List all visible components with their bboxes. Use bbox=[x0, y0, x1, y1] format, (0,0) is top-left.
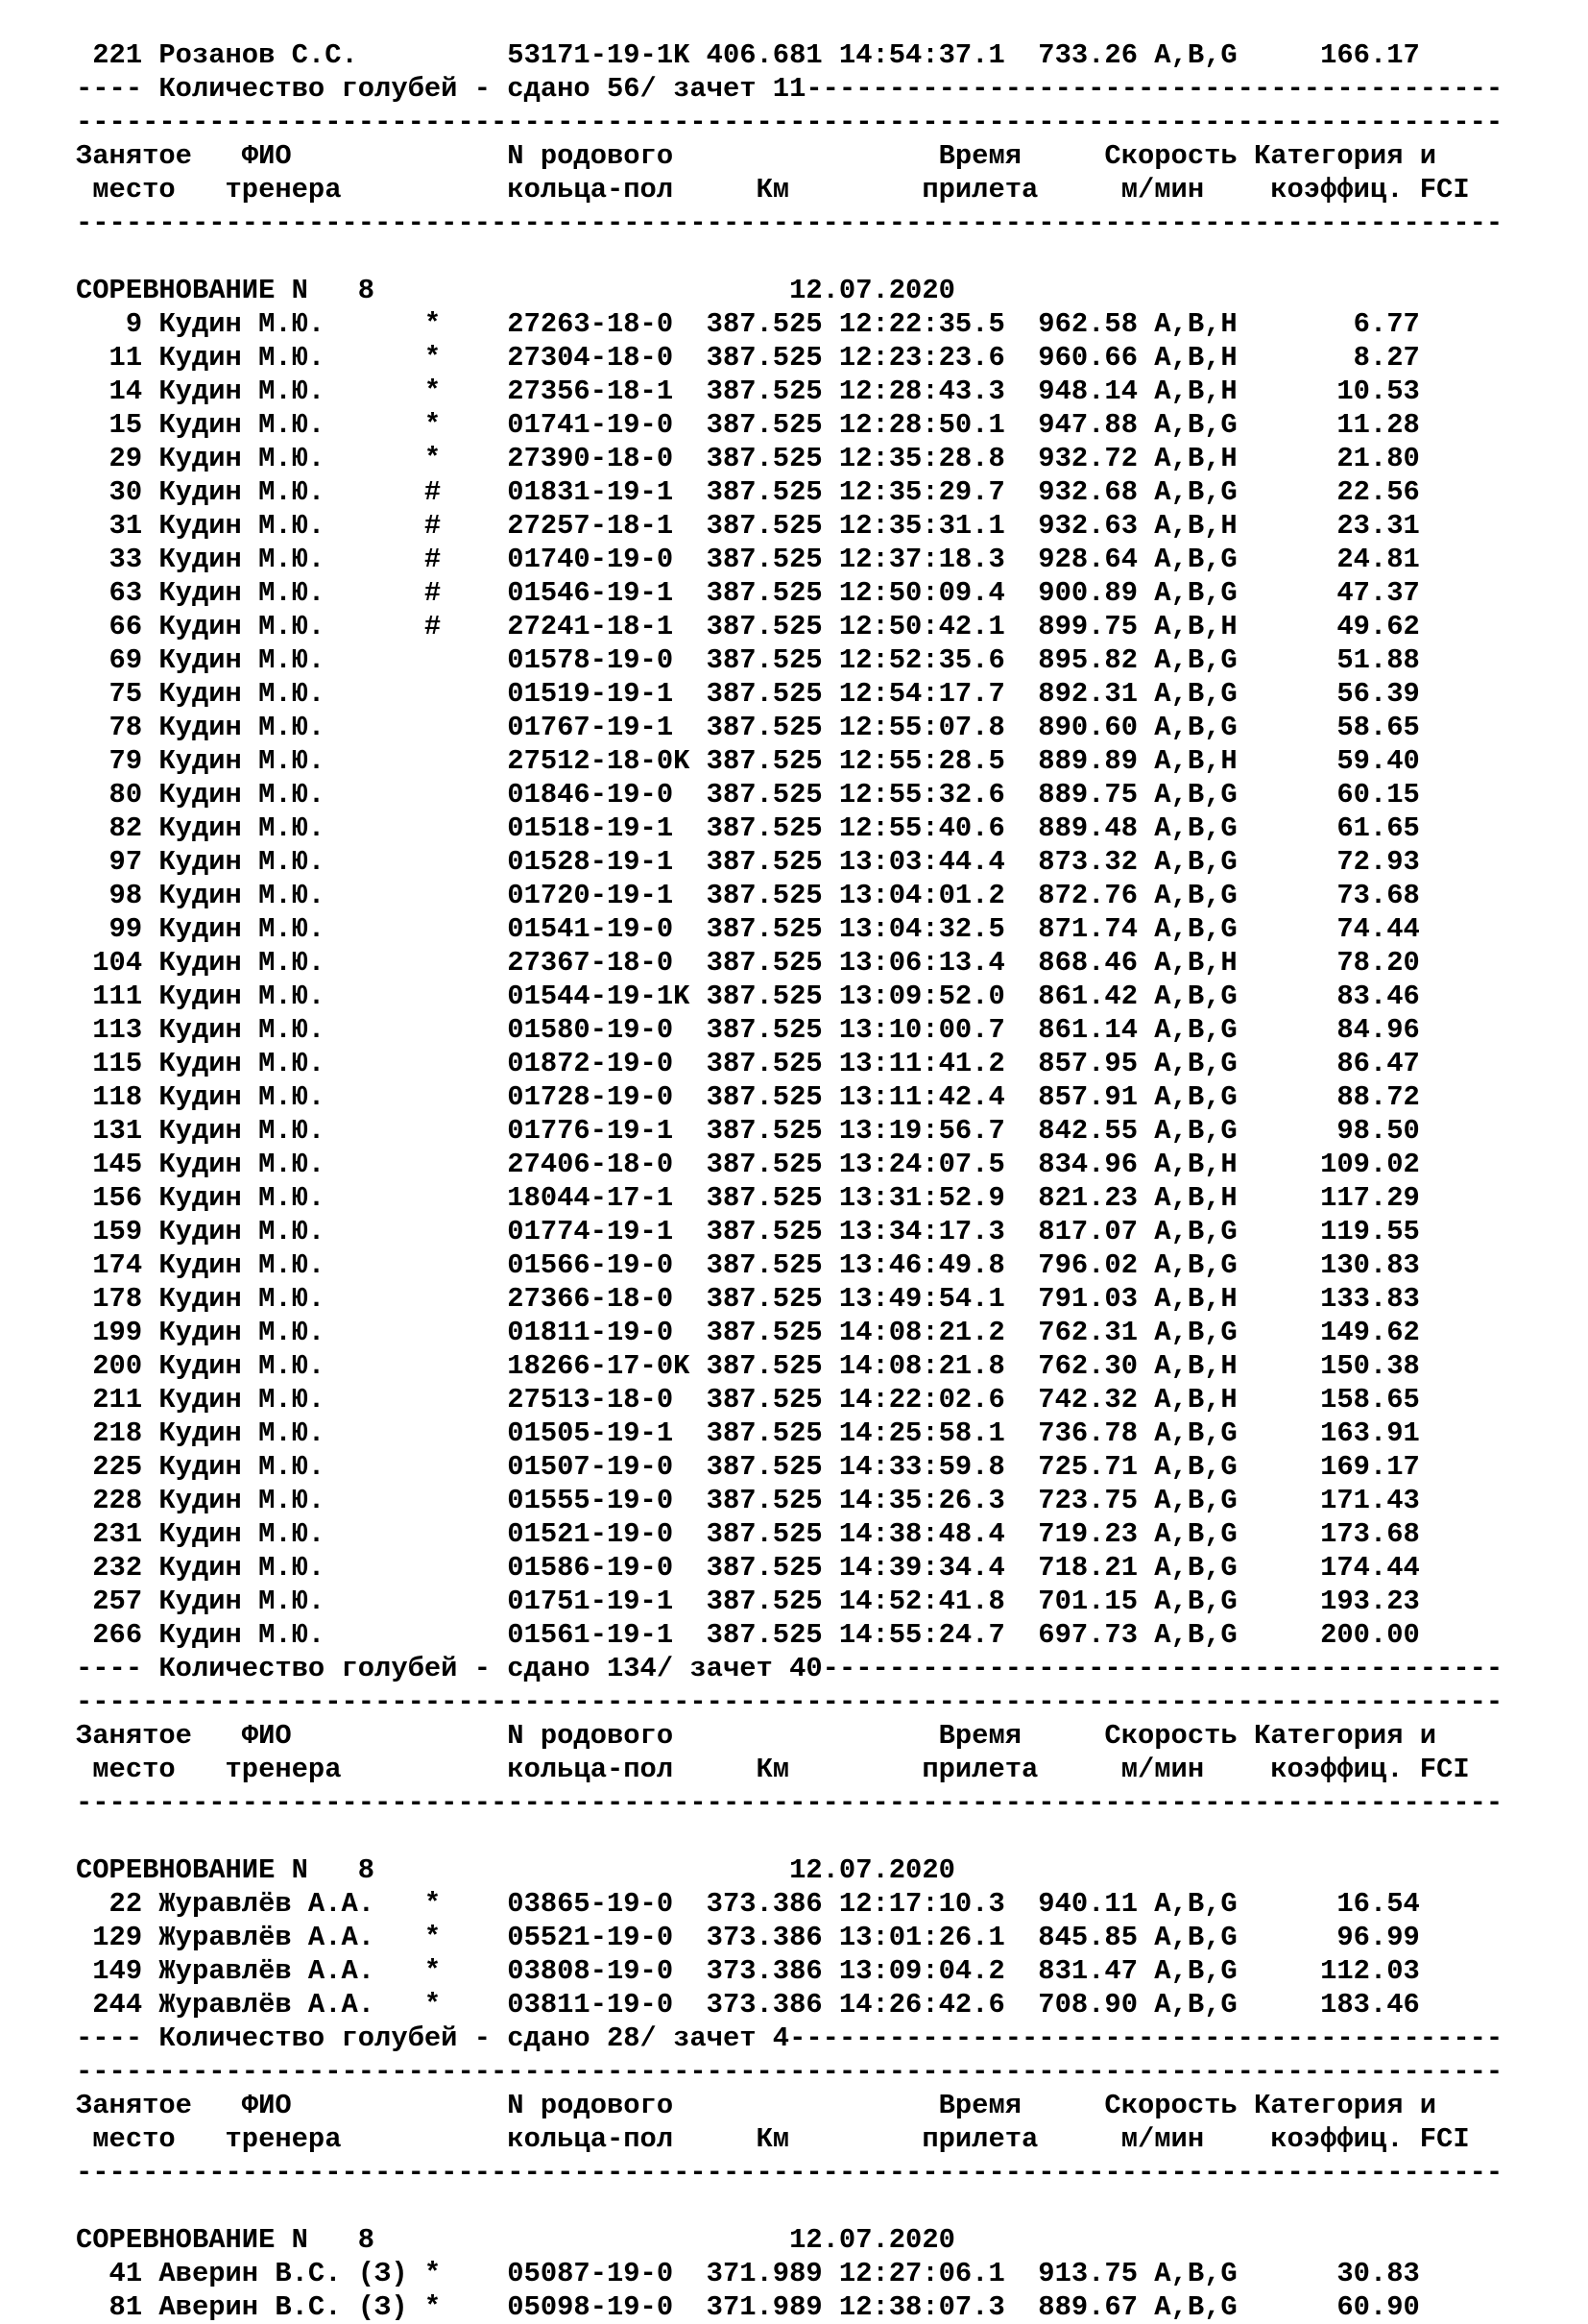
result-row: 211 Кудин М.Ю. 27513-18-0 387.525 14:22:02.6 742.32 A,B,H 158.65 bbox=[76, 1384, 1420, 1416]
result-row: 149 Журавлёв А.А. * 03808-19-0 373.386 13:09:04.2 831.47 A,B,G 112.03 bbox=[76, 1955, 1420, 1987]
summary-line: ---- Количество голубей - сдано 28/ зачет 4------------------------------------------- bbox=[76, 2022, 1504, 2054]
result-row: 266 Кудин М.Ю. 01561-19-1 387.525 14:55:24.7 697.73 A,B,G 200.00 bbox=[76, 1619, 1420, 1651]
result-row: 15 Кудин М.Ю. * 01741-19-0 387.525 12:28:50.1 947.88 A,B,G 11.28 bbox=[76, 409, 1420, 441]
result-row: 69 Кудин М.Ю. 01578-19-0 387.525 12:52:35.6 895.82 A,B,G 51.88 bbox=[76, 644, 1420, 676]
blank-line bbox=[76, 2190, 1516, 2223]
table-header: место тренера кольца-пол Км прилета м/мин коэффиц. FCI bbox=[76, 174, 1470, 206]
result-row: 63 Кудин М.Ю. # 01546-19-1 387.525 12:50:09.4 900.89 A,B,G 47.37 bbox=[76, 577, 1420, 609]
separator-line: -------------------------------------------------------------------------------------- bbox=[76, 1686, 1504, 1718]
result-row: 221 Розанов С.С. 53171-19-1K 406.681 14:54:37.1 733.26 A,B,G 166.17 bbox=[76, 39, 1420, 71]
result-row: 99 Кудин М.Ю. 01541-19-0 387.525 13:04:32.5 871.74 A,B,G 74.44 bbox=[76, 913, 1420, 945]
result-row: 30 Кудин М.Ю. # 01831-19-1 387.525 12:35:29.7 932.68 A,B,G 22.56 bbox=[76, 476, 1420, 508]
result-row: 200 Кудин М.Ю. 18266-17-0K 387.525 14:08:21.8 762.30 A,B,H 150.38 bbox=[76, 1350, 1420, 1382]
competition-title: СОРЕВНОВАНИЕ N 8 12.07.2020 bbox=[76, 2224, 955, 2256]
result-row: 78 Кудин М.Ю. 01767-19-1 387.525 12:55:07.8 890.60 A,B,G 58.65 bbox=[76, 712, 1420, 743]
summary-line: ---- Количество голубей - сдано 56/ зачет 11------------------------------------------ bbox=[76, 73, 1504, 105]
result-row: 231 Кудин М.Ю. 01521-19-0 387.525 14:38:48.4 719.23 A,B,G 173.68 bbox=[76, 1518, 1420, 1550]
result-row: 156 Кудин М.Ю. 18044-17-1 387.525 13:31:52.9 821.23 A,B,H 117.29 bbox=[76, 1182, 1420, 1214]
result-row: 11 Кудин М.Ю. * 27304-18-0 387.525 12:23:23.6 960.66 A,B,H 8.27 bbox=[76, 342, 1420, 374]
result-row: 22 Журавлёв А.А. * 03865-19-0 373.386 12:17:10.3 940.11 A,B,G 16.54 bbox=[76, 1888, 1420, 1920]
result-row: 14 Кудин М.Ю. * 27356-18-1 387.525 12:28:43.3 948.14 A,B,H 10.53 bbox=[76, 375, 1420, 407]
table-header: место тренера кольца-пол Км прилета м/мин коэффиц. FCI bbox=[76, 1754, 1470, 1785]
result-row: 218 Кудин М.Ю. 01505-19-1 387.525 14:25:58.1 736.78 A,B,G 163.91 bbox=[76, 1417, 1420, 1449]
result-row: 33 Кудин М.Ю. # 01740-19-0 387.525 12:37:18.3 928.64 A,B,G 24.81 bbox=[76, 544, 1420, 575]
summary-line: ---- Количество голубей - сдано 134/ зачет 40----------------------------------------- bbox=[76, 1653, 1504, 1684]
result-row: 178 Кудин М.Ю. 27366-18-0 387.525 13:49:54.1 791.03 A,B,H 133.83 bbox=[76, 1283, 1420, 1315]
result-row: 82 Кудин М.Ю. 01518-19-1 387.525 12:55:40.6 889.48 A,B,G 61.65 bbox=[76, 812, 1420, 844]
result-row: 131 Кудин М.Ю. 01776-19-1 387.525 13:19:56.7 842.55 A,B,G 98.50 bbox=[76, 1115, 1420, 1147]
result-row: 174 Кудин М.Ю. 01566-19-0 387.525 13:46:49.8 796.02 A,B,G 130.83 bbox=[76, 1249, 1420, 1281]
blank-line bbox=[76, 240, 1516, 274]
result-row: 232 Кудин М.Ю. 01586-19-0 387.525 14:39:34.4 718.21 A,B,G 174.44 bbox=[76, 1552, 1420, 1584]
separator-line: -------------------------------------------------------------------------------------- bbox=[76, 1787, 1504, 1819]
competition-title: СОРЕВНОВАНИЕ N 8 12.07.2020 bbox=[76, 1854, 955, 1886]
result-row: 98 Кудин М.Ю. 01720-19-1 387.525 13:04:01.2 872.76 A,B,G 73.68 bbox=[76, 880, 1420, 911]
separator-line: -------------------------------------------------------------------------------------- bbox=[76, 2056, 1504, 2088]
result-row: 113 Кудин М.Ю. 01580-19-0 387.525 13:10:00.7 861.14 A,B,G 84.96 bbox=[76, 1014, 1420, 1046]
result-row: 97 Кудин М.Ю. 01528-19-1 387.525 13:03:44.4 873.32 A,B,G 72.93 bbox=[76, 846, 1420, 878]
table-header: место тренера кольца-пол Км прилета м/мин коэффиц. FCI bbox=[76, 2123, 1470, 2155]
table-header: Занятое ФИО N родового Время Скорость Категория и bbox=[76, 1720, 1437, 1752]
result-row: 145 Кудин М.Ю. 27406-18-0 387.525 13:24:07.5 834.96 A,B,H 109.02 bbox=[76, 1149, 1420, 1180]
separator-line: -------------------------------------------------------------------------------------- bbox=[76, 107, 1504, 138]
result-row: 118 Кудин М.Ю. 01728-19-0 387.525 13:11:42.4 857.91 A,B,G 88.72 bbox=[76, 1081, 1420, 1113]
result-row: 81 Аверин В.С. (З) * 05098-19-0 371.989 12:38:07.3 889.67 A,B,G 60.90 bbox=[76, 2291, 1420, 2323]
result-row: 115 Кудин М.Ю. 01872-19-0 387.525 13:11:41.2 857.95 A,B,G 86.47 bbox=[76, 1048, 1420, 1079]
competition-title: СОРЕВНОВАНИЕ N 8 12.07.2020 bbox=[76, 275, 955, 306]
result-row: 104 Кудин М.Ю. 27367-18-0 387.525 13:06:13.4 868.46 A,B,H 78.20 bbox=[76, 947, 1420, 979]
result-row: 75 Кудин М.Ю. 01519-19-1 387.525 12:54:17.7 892.31 A,B,G 56.39 bbox=[76, 678, 1420, 710]
result-row: 225 Кудин М.Ю. 01507-19-0 387.525 14:33:59.8 725.71 A,B,G 169.17 bbox=[76, 1451, 1420, 1483]
result-row: 257 Кудин М.Ю. 01751-19-1 387.525 14:52:41.8 701.15 A,B,G 193.23 bbox=[76, 1586, 1420, 1617]
result-row: 80 Кудин М.Ю. 01846-19-0 387.525 12:55:32.6 889.75 A,B,G 60.15 bbox=[76, 779, 1420, 811]
blank-line bbox=[76, 1820, 1516, 1853]
result-row: 79 Кудин М.Ю. 27512-18-0K 387.525 12:55:28.5 889.89 A,B,H 59.40 bbox=[76, 745, 1420, 777]
result-row: 29 Кудин М.Ю. * 27390-18-0 387.525 12:35:28.8 932.72 A,B,H 21.80 bbox=[76, 443, 1420, 474]
result-row: 66 Кудин М.Ю. # 27241-18-1 387.525 12:50:42.1 899.75 A,B,H 49.62 bbox=[76, 611, 1420, 642]
result-row: 228 Кудин М.Ю. 01555-19-0 387.525 14:35:26.3 723.75 A,B,G 171.43 bbox=[76, 1485, 1420, 1516]
result-row: 41 Аверин В.С. (З) * 05087-19-0 371.989 12:27:06.1 913.75 A,B,G 30.83 bbox=[76, 2258, 1420, 2289]
result-row: 244 Журавлёв А.А. * 03811-19-0 373.386 14:26:42.6 708.90 A,B,G 183.46 bbox=[76, 1989, 1420, 2021]
result-row: 9 Кудин М.Ю. * 27263-18-0 387.525 12:22:35.5 962.58 A,B,H 6.77 bbox=[76, 308, 1420, 340]
result-row: 111 Кудин М.Ю. 01544-19-1K 387.525 13:09:52.0 861.42 A,B,G 83.46 bbox=[76, 980, 1420, 1012]
result-row: 129 Журавлёв А.А. * 05521-19-0 373.386 13:01:26.1 845.85 A,B,G 96.99 bbox=[76, 1922, 1420, 1953]
result-row: 199 Кудин М.Ю. 01811-19-0 387.525 14:08:21.2 762.31 A,B,G 149.62 bbox=[76, 1317, 1420, 1348]
results-report bbox=[76, 38, 1516, 2324]
result-row: 159 Кудин М.Ю. 01774-19-1 387.525 13:34:17.3 817.07 A,B,G 119.55 bbox=[76, 1216, 1420, 1247]
table-header: Занятое ФИО N родового Время Скорость Категория и bbox=[76, 140, 1437, 172]
separator-line: -------------------------------------------------------------------------------------- bbox=[76, 207, 1504, 239]
result-row: 31 Кудин М.Ю. # 27257-18-1 387.525 12:35:31.1 932.63 A,B,H 23.31 bbox=[76, 510, 1420, 542]
table-header: Занятое ФИО N родового Время Скорость Категория и bbox=[76, 2090, 1437, 2121]
separator-line: -------------------------------------------------------------------------------------- bbox=[76, 2157, 1504, 2189]
